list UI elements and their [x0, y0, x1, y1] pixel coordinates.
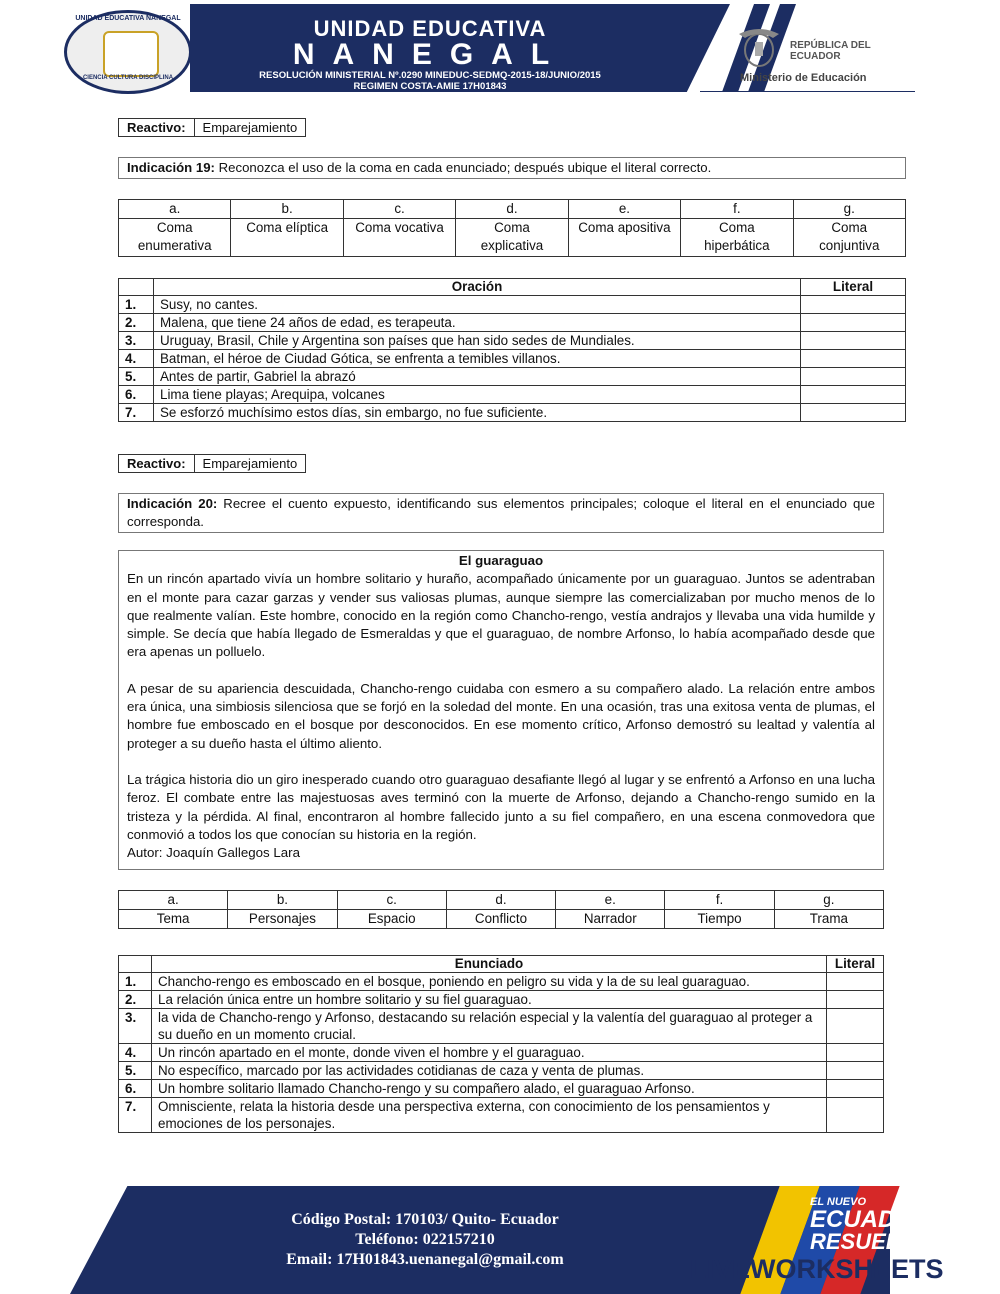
row-text: la vida de Chancho-rengo y Arfonso, destacando su relación especial y la valentía del guaraguao al proteger a su dueño en un momento crucial.	[152, 1009, 827, 1044]
option-letter: f.	[681, 200, 793, 219]
story-title: El guaraguao	[458, 553, 544, 568]
resolution-line2: REGIMEN COSTA-AMIE 17H01843	[353, 81, 507, 92]
row-text: Chancho-rengo es emboscado en el bosque, poniendo en peligro su vida y la de su leal guaraguao.	[152, 973, 827, 991]
story-elements-table	[118, 890, 884, 929]
num-header	[119, 279, 154, 296]
option-label: Coma explicativa	[456, 219, 568, 257]
page-header	[0, 0, 1000, 110]
table-row	[119, 1098, 884, 1133]
resolution-text	[190, 70, 670, 92]
table-header-row	[119, 956, 884, 973]
option-label: Coma elíptica	[231, 219, 343, 257]
option-letter: b.	[231, 200, 343, 219]
row-number: 3.	[119, 1009, 152, 1044]
table-row	[119, 991, 884, 1009]
row-text: Susy, no cantes.	[154, 296, 801, 314]
row-number: 4.	[119, 350, 154, 368]
options-letters-row	[119, 891, 884, 910]
option-label: Personajes	[228, 910, 337, 929]
school-name-line2: NANEGAL	[292, 38, 568, 71]
literal-answer-cell[interactable]	[827, 991, 884, 1009]
republic-label: REPÚBLICA DEL ECUADOR	[790, 40, 871, 62]
row-text: Lima tiene playas; Arequipa, volcanes	[154, 386, 801, 404]
liveworksheets-watermark[interactable]: LIVEWORKSHEETS	[690, 1254, 944, 1284]
table-row	[119, 314, 906, 332]
option-letter: a.	[119, 200, 231, 219]
table-row	[119, 368, 906, 386]
table-row	[119, 973, 884, 991]
row-text: Malena, que tiene 24 años de edad, es terapeuta.	[154, 314, 801, 332]
statements-table-20	[118, 955, 884, 1133]
row-number: 3.	[119, 332, 154, 350]
option-letter: g.	[793, 200, 905, 219]
table-row	[119, 350, 906, 368]
ministry-label: Ministerio de Educación	[740, 72, 867, 84]
row-text: Antes de partir, Gabriel la abrazó	[154, 368, 801, 386]
option-letter: a.	[119, 891, 228, 910]
row-text: Un hombre solitario llamado Chancho-rengo y su compañero alado, el guaraguao Arfonso.	[152, 1080, 827, 1098]
literal-header: Literal	[801, 279, 906, 296]
school-name-line1: UNIDAD EDUCATIVA	[313, 16, 547, 41]
option-label: Coma conjuntiva	[793, 219, 905, 257]
table-row	[119, 1044, 884, 1062]
literal-answer-cell[interactable]	[827, 1044, 884, 1062]
row-text: Un rincón apartado en el monte, donde viven el hombre y el guaraguao.	[152, 1044, 827, 1062]
row-number: 1.	[119, 973, 152, 991]
email: Email: 17H01843.uenanegal@gmail.com	[286, 1251, 564, 1268]
row-number: 6.	[119, 386, 154, 404]
indicacion-text: Recree el cuento expuesto, identificando sus elementos principales; coloque el literal en el enunciado que corresponda.	[127, 496, 875, 529]
literal-answer-cell[interactable]	[801, 404, 906, 422]
school-seal	[64, 10, 192, 94]
literal-answer-cell[interactable]	[801, 368, 906, 386]
num-header	[119, 956, 152, 973]
row-number: 4.	[119, 1044, 152, 1062]
row-number: 5.	[119, 1062, 152, 1080]
option-letter: g.	[774, 891, 883, 910]
row-number: 2.	[119, 314, 154, 332]
option-label: Tema	[119, 910, 228, 929]
table-row	[119, 1080, 884, 1098]
option-label: Coma vocativa	[343, 219, 455, 257]
table-row	[119, 296, 906, 314]
postal-code: Código Postal: 170103/ Quito- Ecuador	[291, 1211, 559, 1228]
options-labels-row	[119, 910, 884, 929]
options-labels-row	[119, 219, 906, 257]
option-letter: d.	[456, 200, 568, 219]
reactivo-box-1	[118, 118, 306, 137]
option-letter: b.	[228, 891, 337, 910]
header-divider	[700, 91, 915, 92]
literal-answer-cell[interactable]	[827, 1062, 884, 1080]
row-number: 2.	[119, 991, 152, 1009]
story-paragraph: A pesar de su apariencia descuidada, Chancho-rengo cuidaba con esmero a su compañero alado. La relación entre ambos era única, una simbiosis silenciosa que se forjó en la soledad del monte. En una ocasión, tras una exitosa venta de plumas, el hombre fue emboscado en el bosque por desconocidos. En ese momento crítico, Arfonso demostró su lealtad y valentía al proteger a su dueño hasta el último aliento.	[127, 680, 875, 751]
row-text: No específico, marcado por las actividades cotidianas de caza y venta de plumas.	[152, 1062, 827, 1080]
literal-answer-cell[interactable]	[801, 332, 906, 350]
indicacion-label: Indicación 19:	[127, 160, 215, 175]
table-row	[119, 1062, 884, 1080]
option-label: Conflicto	[446, 910, 555, 929]
option-label: Coma enumerativa	[119, 219, 231, 257]
page-footer	[0, 1178, 1000, 1294]
indicacion-label: Indicación 20:	[127, 496, 218, 511]
option-label: Espacio	[337, 910, 446, 929]
literal-answer-cell[interactable]	[801, 386, 906, 404]
row-text: Omnisciente, relata la historia desde una perspectiva externa, con conocimiento de los pensamientos y emociones de los personajes.	[152, 1098, 827, 1133]
reactivo-label: Reactivo:	[119, 119, 195, 136]
table-row	[119, 332, 906, 350]
row-text: Batman, el héroe de Ciudad Gótica, se enfrenta a temibles villanos.	[154, 350, 801, 368]
story-paragraph: La trágica historia dio un giro inesperado cuando otro guaraguao desafiante llegó al lugar y se enfrentó a Arfonso en una lucha feroz. El combate entre las majestuosas aves terminó con la muerte de Arfonso, dejando a Chancho-rengo sumido en la tristeza y la pérdida. Al final, encontraron al hombre fallecido junto a su fiel compañero, en una escena conmovedora que conmovió a todos los que conocían su historia en la región.	[127, 771, 875, 842]
reactivo-label: Reactivo:	[119, 455, 195, 472]
ecuador-resuelve-logo	[810, 1196, 931, 1252]
row-number: 5.	[119, 368, 154, 386]
indicacion-20	[118, 493, 884, 533]
row-number: 6.	[119, 1080, 152, 1098]
row-number: 7.	[119, 1098, 152, 1133]
option-label: Coma apositiva	[568, 219, 680, 257]
story-author: Autor: Joaquín Gallegos Lara	[127, 845, 300, 861]
row-number: 1.	[119, 296, 154, 314]
literal-answer-cell[interactable]	[801, 296, 906, 314]
sentence-header: Oración	[154, 279, 801, 296]
literal-answer-cell[interactable]	[801, 350, 906, 368]
logo-line3: RESUELVE	[810, 1229, 928, 1254]
table-row	[119, 404, 906, 422]
literal-answer-cell[interactable]	[827, 973, 884, 991]
option-letter: f.	[665, 891, 774, 910]
row-text: La relación única entre un hombre solitario y su fiel guaraguao.	[152, 991, 827, 1009]
indicacion-19	[118, 157, 906, 179]
statement-header: Enunciado	[152, 956, 827, 973]
seal-emblem-icon	[103, 31, 159, 77]
seal-bottom-text: CIENCIA CULTURA DISCIPLINA	[82, 75, 174, 81]
comma-options-table	[118, 199, 906, 257]
story-paragraph: En un rincón apartado vivía un hombre solitario y huraño, acompañado únicamente por un guaraguao. Juntos se adentraban en el monte para cazar garzas y vender sus valiosas plumas, aunque siempre las comercializaban por mucho menos de lo que realmente valían. Este hombre, conocido en la región como Chancho-rengo, vestía andrajos y llevaba una vida humilde y simple. Se decía que había llegado de Esmeraldas y que el guaraguao, de nombre Arfonso, lo había acompañado desde que era apenas un polluelo.	[127, 571, 875, 660]
seal-top-text: UNIDAD EDUCATIVA NANEGAL	[75, 15, 181, 22]
indicacion-text: Reconozca el uso de la coma en cada enunciado; después ubique el literal correcto.	[214, 160, 712, 175]
option-letter: c.	[337, 891, 446, 910]
literal-answer-cell[interactable]	[827, 1098, 884, 1133]
option-letter: e.	[556, 891, 665, 910]
resolution-line1: RESOLUCIÓN MINISTERIAL Nº.0290 MINEDUC-SEDMQ-2015-18/JUNIO/2015	[259, 70, 601, 81]
logo-line1: EL NUEVO	[810, 1196, 867, 1208]
reactivo-box-2	[118, 454, 306, 473]
option-letter: d.	[446, 891, 555, 910]
literal-answer-cell[interactable]	[827, 1080, 884, 1098]
reactivo-value: Emparejamiento	[202, 120, 298, 135]
coat-of-arms-icon	[735, 24, 783, 70]
logo-line2: ECUADOR	[810, 1206, 932, 1233]
table-row	[119, 1009, 884, 1044]
option-label: Trama	[774, 910, 883, 929]
options-letters-row	[119, 200, 906, 219]
literal-answer-cell[interactable]	[801, 314, 906, 332]
option-label: Tiempo	[665, 910, 774, 929]
table-row	[119, 386, 906, 404]
option-label: Coma hiperbática	[681, 219, 793, 257]
row-text: Uruguay, Brasil, Chile y Argentina son países que han sido sedes de Mundiales.	[154, 332, 801, 350]
phone: Teléfono: 022157210	[355, 1231, 495, 1248]
row-number: 7.	[119, 404, 154, 422]
row-text: Se esforzó muchísimo estos días, sin embargo, no fue suficiente.	[154, 404, 801, 422]
table-header-row	[119, 279, 906, 296]
literal-header: Literal	[827, 956, 884, 973]
option-letter: c.	[343, 200, 455, 219]
literal-answer-cell[interactable]	[827, 1009, 884, 1044]
story-box	[118, 550, 884, 870]
sentences-table-19	[118, 278, 906, 422]
option-label: Narrador	[556, 910, 665, 929]
footer-contact	[200, 1210, 650, 1270]
option-letter: e.	[568, 200, 680, 219]
reactivo-value: Emparejamiento	[202, 456, 298, 471]
